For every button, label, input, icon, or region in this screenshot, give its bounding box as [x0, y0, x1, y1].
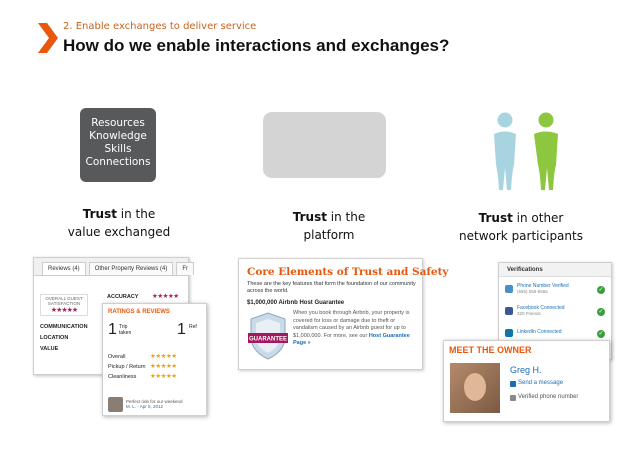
owner-photo: [450, 363, 500, 413]
trust-safety-screenshot: [238, 258, 449, 370]
check-icon: ✓: [598, 287, 604, 293]
connections-line: Connections: [85, 156, 151, 168]
verified-phone-label: Verified phone number: [518, 394, 579, 400]
trust-line2: network participants: [459, 229, 583, 243]
resources-line: Resources: [91, 117, 145, 129]
trust-suffix: in the: [116, 207, 156, 221]
overall-satisfaction: [40, 294, 88, 316]
tab-friends[interactable]: Fr: [176, 262, 194, 275]
accuracy-stars: ★★★★★: [152, 293, 179, 300]
quote-meta[interactable]: M. L. - Apr 5, 2012: [126, 404, 164, 409]
overall-row-stars: ★★★★★: [150, 353, 177, 360]
phone-verified-item: [517, 283, 569, 294]
owner-name[interactable]: Greg H.: [510, 365, 542, 375]
phone-verified-label: Phone Number Verified: [517, 283, 569, 289]
meet-owner-heading: MEET THE OWNER: [449, 345, 532, 355]
overall-stars: ★★★★★: [50, 307, 78, 314]
guarantee-text: [293, 310, 417, 348]
overall-label: OVERALL GUEST SATISFACTION: [45, 296, 83, 306]
review-quote: [126, 399, 183, 409]
badge-text: GUARANTEE: [248, 336, 288, 343]
facebook-connected-item: [517, 305, 565, 316]
send-message-link[interactable]: Send a message: [518, 380, 564, 386]
trust-word: Trust: [292, 210, 327, 224]
reviewer-avatar: [108, 397, 123, 412]
safety-title: Core Elements of Trust and Safety: [247, 266, 449, 278]
tab-other-reviews[interactable]: Other Property Reviews (4): [89, 262, 174, 275]
phone-small-icon: [510, 395, 516, 401]
accuracy-label: ACCURACY: [107, 294, 139, 300]
trust-word: Trust: [82, 207, 117, 221]
resources-box: [80, 108, 156, 182]
trust-value-label: [56, 205, 182, 241]
trust-word: Trust: [478, 211, 513, 225]
tab-reviews[interactable]: Reviews (4): [42, 262, 86, 275]
linkedin-connected-label: LinkedIn Connected: [517, 329, 562, 335]
overall-row-label: Overall: [108, 354, 126, 360]
check-icon: ✓: [598, 331, 604, 337]
trip-count: 1: [108, 321, 117, 338]
trust-suffix: in other: [512, 211, 564, 225]
knowledge-line: Knowledge: [89, 130, 147, 142]
quote-text: Perfect ride for our weekend: [126, 399, 183, 404]
phone-icon: [505, 285, 513, 293]
guarantee-title: $1,000,000 Airbnb Host Guarantee: [247, 300, 345, 306]
phone-verified-sub: (555) 555-5555: [517, 289, 548, 294]
location-label: LOCATION: [40, 335, 69, 341]
linkedin-icon: [505, 329, 513, 337]
chevron-arrow-icon: [38, 23, 58, 53]
ratings-heading: RATINGS & REVIEWS: [108, 309, 170, 315]
cleanliness-row-stars: ★★★★★: [150, 373, 177, 380]
trust-line2: value exchanged: [67, 225, 171, 239]
ratings-screenshot: [102, 303, 207, 416]
safety-intro: These are the key features that form the foundation of our community across the world.: [247, 281, 416, 294]
section-label: 2. Enable exchanges to deliver service: [63, 21, 257, 32]
second-count: 1: [177, 321, 186, 338]
owner-face: [464, 373, 486, 401]
pickup-row-stars: ★★★★★: [150, 363, 177, 370]
pickup-row-label: Pickup / Return: [108, 364, 146, 370]
facebook-connected-label: Facebook Connected: [517, 305, 565, 311]
facebook-connected-sub: 320 Friends: [517, 311, 541, 316]
message-icon: [510, 381, 516, 387]
host-guarantee-link[interactable]: Host Guarantee Page »: [293, 332, 410, 346]
guarantee-badge-icon: [247, 311, 289, 361]
platform-box: [263, 112, 386, 178]
facebook-icon: [505, 307, 513, 315]
linkedin-connected-item: [517, 329, 561, 335]
value-label: VALUE: [40, 346, 59, 352]
skills-line: Skills: [104, 143, 132, 155]
guarantee-body: When you book through Airbnb, your property is covered for loss or damage due to theft or vandalism caused by an Airbnb guest for up to $1,000,000. For more, see our: [293, 310, 410, 339]
cleanliness-row-label: Cleanliness: [108, 374, 137, 380]
review-tabs: [34, 258, 188, 276]
meet-owner-screenshot: [443, 340, 610, 422]
check-icon: ✓: [598, 309, 604, 315]
trust-line2: platform: [303, 228, 355, 242]
trust-network-label: [445, 209, 597, 245]
trip-label: Trip taken: [119, 324, 132, 336]
trust-suffix: in the: [326, 210, 366, 224]
verifications-heading: Verifications: [499, 263, 611, 277]
communication-label: COMMUNICATION: [40, 324, 88, 330]
trust-platform-label: [271, 208, 387, 244]
second-label: Ref: [189, 324, 197, 330]
page-title: How do we enable interactions and exchanges?: [63, 36, 450, 55]
people-icon: [478, 110, 573, 190]
